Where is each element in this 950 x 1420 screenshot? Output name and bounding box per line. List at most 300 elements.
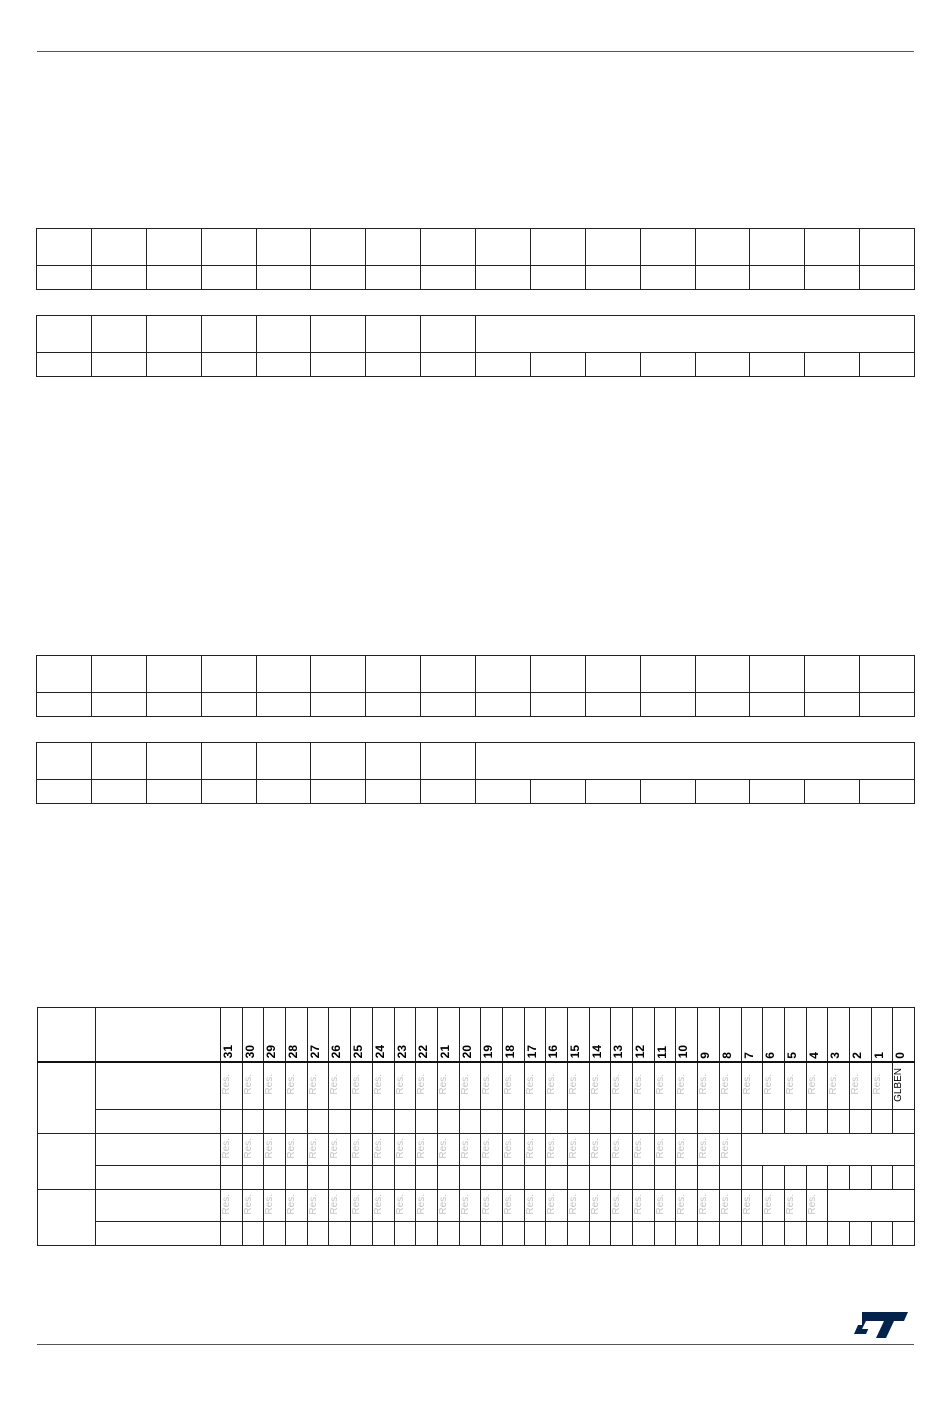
reset-bit-cell (698, 1110, 720, 1134)
access-row (37, 266, 915, 290)
reset-value-row (38, 1222, 915, 1246)
reserved-label: Res. (307, 1194, 319, 1215)
reserved-bit-cell (871, 1062, 893, 1110)
reserved-bit-cell (633, 1190, 655, 1222)
reset-bit-cell (698, 1222, 720, 1246)
reserved-bit-cell (329, 1062, 351, 1110)
reserved-bit-cell (307, 1062, 329, 1110)
reset-bit-cell (372, 1110, 394, 1134)
reset-bit-cell (589, 1110, 611, 1134)
reset-bit-cell (546, 1222, 568, 1246)
reserved-bit-cell (611, 1062, 633, 1110)
reserved-label: Res. (481, 1194, 493, 1215)
reserved-bit-cell (849, 1062, 871, 1110)
reset-bit-cell (763, 1166, 785, 1190)
reserved-bit-cell (242, 1062, 264, 1110)
reserved-label: Res. (719, 1194, 731, 1215)
reserved-bit-cell (372, 1190, 394, 1222)
bit-number-cell (741, 1008, 763, 1062)
register-table-2-lower (36, 742, 915, 804)
reset-bit-cell (264, 1222, 286, 1246)
field-row (37, 656, 915, 693)
field-row (37, 743, 915, 780)
reserved-label: Res. (242, 1074, 254, 1096)
reserved-bit-cell (329, 1190, 351, 1222)
bit-number-cell (611, 1008, 633, 1062)
field-row (37, 316, 915, 353)
offset-cell (38, 1190, 96, 1246)
register-field-row (38, 1062, 915, 1110)
reserved-bit-cell (741, 1190, 763, 1222)
reserved-bit-cell (524, 1062, 546, 1110)
reset-bit-cell (784, 1222, 806, 1246)
bit-number-cell (589, 1008, 611, 1062)
register-name-cell (96, 1134, 221, 1166)
bit-number: 12 (633, 1045, 648, 1059)
reserved-bit-cell (589, 1190, 611, 1222)
field-label: GLBEN (893, 1067, 905, 1102)
bit-number-cell (546, 1008, 568, 1062)
reserved-label: Res. (546, 1138, 558, 1159)
reset-bit-cell (784, 1166, 806, 1190)
reserved-bit-cell (784, 1062, 806, 1110)
reset-bit-cell (242, 1222, 264, 1246)
bit-number: 14 (589, 1045, 604, 1059)
reset-bit-cell (502, 1222, 524, 1246)
reserved-bit-cell (416, 1190, 438, 1222)
reset-bit-cell (524, 1166, 546, 1190)
reset-bit-cell (741, 1110, 763, 1134)
reserved-label: Res. (763, 1194, 775, 1215)
reset-bit-cell (611, 1110, 633, 1134)
bit-number: 2 (849, 1051, 864, 1059)
bit-number-cell (849, 1008, 871, 1062)
reserved-bit-cell (351, 1062, 373, 1110)
reserved-bit-cell (502, 1134, 524, 1166)
reserved-label: Res. (589, 1194, 601, 1215)
reserved-bit-cell (286, 1134, 308, 1166)
reserved-bit-cell (307, 1134, 329, 1166)
reserved-bit-cell (676, 1134, 698, 1166)
reserved-bit-cell (784, 1190, 806, 1222)
reserved-bit-cell (481, 1190, 503, 1222)
reset-bit-cell (264, 1166, 286, 1190)
reset-bit-cell (459, 1222, 481, 1246)
reserved-bit-cell (264, 1062, 286, 1110)
reset-bit-cell (633, 1166, 655, 1190)
header-rule (37, 51, 914, 52)
reset-bit-cell (502, 1110, 524, 1134)
reserved-bit-cell (437, 1134, 459, 1166)
bit-number-cell (437, 1008, 459, 1062)
reserved-bit-cell (546, 1190, 568, 1222)
reserved-bit-cell (264, 1134, 286, 1166)
reserved-label: Res. (698, 1074, 710, 1096)
reserved-bit-cell (763, 1062, 785, 1110)
bit-number: 0 (893, 1051, 908, 1059)
reserved-label: Res. (286, 1074, 298, 1096)
reset-bit-cell (286, 1222, 308, 1246)
reserved-label: Res. (849, 1074, 861, 1096)
reset-bit-cell (437, 1222, 459, 1246)
reserved-label: Res. (459, 1138, 471, 1159)
bit-number-cell (351, 1008, 373, 1062)
reserved-bit-cell (437, 1062, 459, 1110)
field-span-cell (828, 1190, 915, 1222)
reserved-bit-cell (481, 1062, 503, 1110)
bit-number-cell (264, 1008, 286, 1062)
reserved-bit-cell (351, 1190, 373, 1222)
bit-number-cell (893, 1008, 915, 1062)
reserved-label: Res. (221, 1138, 232, 1159)
reset-bit-cell (763, 1110, 785, 1134)
reserved-bit-cell (654, 1134, 676, 1166)
reserved-bit-cell (546, 1062, 568, 1110)
reserved-label: Res. (394, 1074, 406, 1096)
reserved-bit-cell (698, 1062, 720, 1110)
reserved-label: Res. (698, 1138, 710, 1159)
reserved-label: Res. (307, 1138, 319, 1159)
reserved-label: Res. (329, 1138, 341, 1159)
reserved-bit-cell (242, 1190, 264, 1222)
reserved-bit-cell (351, 1134, 373, 1166)
reserved-label: Res. (286, 1138, 298, 1159)
reserved-label: Res. (719, 1074, 731, 1096)
bit-number-cell (676, 1008, 698, 1062)
reserved-bit-cell (568, 1190, 590, 1222)
reserved-bit-cell (502, 1062, 524, 1110)
reset-bit-cell (611, 1166, 633, 1190)
reset-bit-cell (481, 1166, 503, 1190)
reset-bit-cell (286, 1166, 308, 1190)
reserved-bit-cell (437, 1190, 459, 1222)
bit-number: 20 (459, 1045, 474, 1059)
reserved-label: Res. (524, 1074, 536, 1096)
reserved-bit-cell (329, 1134, 351, 1166)
bit-number: 13 (611, 1045, 626, 1059)
reserved-label: Res. (806, 1194, 818, 1215)
reset-bit-cell (893, 1110, 915, 1134)
bit-number-cell (502, 1008, 524, 1062)
reset-bit-cell (437, 1166, 459, 1190)
reset-bit-cell (849, 1110, 871, 1134)
bit-number: 16 (546, 1045, 561, 1059)
access-row (37, 353, 915, 377)
bit-number: 28 (286, 1045, 301, 1059)
reserved-label: Res. (394, 1138, 406, 1159)
reserved-label: Res. (264, 1074, 276, 1096)
offset-header-cell (38, 1008, 96, 1062)
bit-number: 7 (741, 1051, 756, 1059)
reset-bit-cell (849, 1166, 871, 1190)
reserved-bit-cell (459, 1062, 481, 1110)
footer-rule (37, 1344, 914, 1345)
bit-number: 30 (242, 1045, 257, 1059)
reset-bit-cell (828, 1166, 850, 1190)
register-name-cell (96, 1190, 221, 1222)
reset-bit-cell (546, 1110, 568, 1134)
reset-bit-cell (654, 1166, 676, 1190)
reset-bit-cell (893, 1166, 915, 1190)
reserved-label: Res. (719, 1138, 731, 1159)
reserved-bit-cell (372, 1062, 394, 1110)
reset-bit-cell (784, 1110, 806, 1134)
reset-bit-cell (719, 1222, 741, 1246)
bit-number: 31 (221, 1045, 235, 1059)
bit-number: 10 (676, 1045, 691, 1059)
reserved-label: Res. (568, 1194, 579, 1215)
bit-number: 4 (806, 1051, 821, 1059)
reset-bit-cell (676, 1110, 698, 1134)
reserved-bit-cell (264, 1190, 286, 1222)
register-table-2-upper (36, 655, 915, 717)
reset-bit-cell (351, 1166, 373, 1190)
reset-bit-cell (568, 1110, 590, 1134)
register-table-1-lower (36, 315, 915, 377)
reserved-bit-cell (806, 1190, 828, 1222)
reserved-bit-cell (698, 1134, 720, 1166)
reserved-bit-cell (524, 1134, 546, 1166)
reserved-bit-cell (611, 1190, 633, 1222)
reset-value-row (38, 1110, 915, 1134)
reserved-label: Res. (654, 1074, 666, 1096)
reset-bit-cell (806, 1166, 828, 1190)
bit-number-cell (524, 1008, 546, 1062)
reserved-label: Res. (741, 1074, 753, 1096)
bit-number-cell (568, 1008, 590, 1062)
reset-bit-cell (546, 1166, 568, 1190)
bit-number: 15 (568, 1045, 582, 1059)
bit-number-cell (719, 1008, 741, 1062)
reserved-bit-cell (828, 1062, 850, 1110)
reserved-label: Res. (828, 1074, 840, 1096)
reset-bit-cell (589, 1166, 611, 1190)
bit-number: 11 (654, 1045, 669, 1059)
reset-bit-cell (221, 1110, 243, 1134)
bit-number: 21 (437, 1045, 452, 1059)
reserved-label: Res. (437, 1194, 449, 1215)
reserved-label: Res. (437, 1074, 449, 1096)
reset-bit-cell (351, 1222, 373, 1246)
reset-bit-cell (741, 1222, 763, 1246)
reset-bit-cell (437, 1110, 459, 1134)
reserved-label: Res. (351, 1138, 363, 1159)
reserved-bit-cell (633, 1134, 655, 1166)
reserved-bit-cell (589, 1134, 611, 1166)
reset-bit-cell (502, 1166, 524, 1190)
reserved-bit-cell (546, 1134, 568, 1166)
reserved-label: Res. (763, 1074, 775, 1096)
reserved-label: Res. (502, 1194, 514, 1215)
reserved-label: Res. (481, 1138, 493, 1159)
reset-bit-cell (806, 1222, 828, 1246)
bit-number: 8 (719, 1051, 734, 1059)
reserved-label: Res. (741, 1194, 753, 1215)
reserved-label: Res. (676, 1074, 688, 1096)
reserved-label: Res. (264, 1194, 276, 1215)
reset-bit-cell (242, 1166, 264, 1190)
reserved-label: Res. (286, 1194, 298, 1215)
reset-bit-cell (589, 1222, 611, 1246)
bit-number-cell (763, 1008, 785, 1062)
reset-bit-cell (698, 1166, 720, 1190)
bit-number: 5 (784, 1051, 799, 1059)
reset-bit-cell (654, 1110, 676, 1134)
reset-bit-cell (676, 1222, 698, 1246)
reset-bit-cell (264, 1110, 286, 1134)
reserved-bit-cell (719, 1134, 741, 1166)
reset-bit-cell (871, 1166, 893, 1190)
reset-bit-cell (416, 1222, 438, 1246)
bit-number: 1 (871, 1051, 886, 1059)
reserved-bit-cell (741, 1062, 763, 1110)
offset-cell (38, 1062, 96, 1134)
reset-bit-cell (307, 1222, 329, 1246)
reserved-bit-cell (307, 1190, 329, 1222)
reset-bit-cell (611, 1222, 633, 1246)
reserved-bit-cell (286, 1062, 308, 1110)
st-logo (852, 1310, 910, 1340)
reset-bit-cell (568, 1166, 590, 1190)
field-span-cell (741, 1134, 915, 1166)
reserved-bit-cell (568, 1062, 590, 1110)
bit-number-cell (698, 1008, 720, 1062)
reserved-label: Res. (524, 1194, 536, 1215)
bit-number: 3 (828, 1051, 843, 1059)
reset-bit-cell (459, 1110, 481, 1134)
register-field-row (38, 1190, 915, 1222)
reserved-bit-cell (221, 1134, 243, 1166)
reset-bit-cell (394, 1110, 416, 1134)
reserved-label: Res. (329, 1194, 341, 1215)
reserved-label: Res. (698, 1194, 710, 1215)
bit-number: 29 (264, 1045, 279, 1059)
reserved-bit-cell (459, 1134, 481, 1166)
bit-number: 22 (416, 1045, 431, 1059)
reset-bit-cell (654, 1222, 676, 1246)
reset-bit-cell (221, 1222, 243, 1246)
st-logo-shape (854, 1312, 908, 1338)
reset-label-cell (96, 1110, 221, 1134)
reserved-label: Res. (611, 1074, 623, 1096)
reserved-bit-cell (524, 1190, 546, 1222)
reset-bit-cell (871, 1110, 893, 1134)
bit-number: 23 (394, 1045, 409, 1059)
reset-bit-cell (849, 1222, 871, 1246)
reserved-bit-cell (763, 1190, 785, 1222)
reserved-label: Res. (394, 1194, 406, 1215)
reserved-label: Res. (372, 1074, 384, 1096)
reserved-bit-cell (654, 1062, 676, 1110)
bit-number-cell (784, 1008, 806, 1062)
reserved-label: Res. (264, 1138, 276, 1159)
reserved-bit-cell (589, 1062, 611, 1110)
reserved-label: Res. (221, 1074, 232, 1096)
reserved-label: Res. (871, 1074, 883, 1096)
reserved-label: Res. (633, 1194, 645, 1215)
register-field-row (38, 1134, 915, 1166)
reserved-bit-cell (416, 1134, 438, 1166)
reset-bit-cell (372, 1166, 394, 1190)
reset-bit-cell (416, 1166, 438, 1190)
reserved-bit-cell (568, 1134, 590, 1166)
reset-bit-cell (871, 1222, 893, 1246)
bit-number-cell (459, 1008, 481, 1062)
bit-number: 25 (351, 1045, 366, 1059)
reserved-label: Res. (459, 1194, 471, 1215)
reserved-label: Res. (589, 1138, 601, 1159)
reserved-bit-cell (806, 1062, 828, 1110)
reset-bit-cell (719, 1166, 741, 1190)
reset-bit-cell (394, 1222, 416, 1246)
bit-number-header-row (38, 1008, 915, 1062)
reserved-bit-cell (394, 1190, 416, 1222)
reset-bit-cell (741, 1166, 763, 1190)
reserved-label: Res. (416, 1074, 428, 1096)
reset-bit-cell (763, 1222, 785, 1246)
reset-bit-cell (242, 1110, 264, 1134)
bit-number-cell (416, 1008, 438, 1062)
reset-bit-cell (372, 1222, 394, 1246)
reset-bit-cell (329, 1110, 351, 1134)
reset-bit-cell (568, 1222, 590, 1246)
reserved-bit-cell (394, 1062, 416, 1110)
bit-number: 24 (372, 1045, 387, 1059)
reserved-label: Res. (676, 1194, 688, 1215)
reset-bit-cell (329, 1166, 351, 1190)
reserved-bit-cell (502, 1190, 524, 1222)
reset-bit-cell (481, 1110, 503, 1134)
reserved-bit-cell (242, 1134, 264, 1166)
reserved-bit-cell (719, 1062, 741, 1110)
bit-number-cell (286, 1008, 308, 1062)
reserved-label: Res. (459, 1074, 471, 1096)
reserved-label: Res. (654, 1194, 666, 1215)
reserved-label: Res. (654, 1138, 666, 1159)
reserved-label: Res. (481, 1074, 493, 1096)
reset-bit-cell (633, 1110, 655, 1134)
bit-number-cell (329, 1008, 351, 1062)
reserved-bit-cell (654, 1190, 676, 1222)
bit-number-cell (654, 1008, 676, 1062)
reserved-bit-cell (286, 1190, 308, 1222)
access-row (37, 780, 915, 804)
bit-number-cell (307, 1008, 329, 1062)
reset-bit-cell (676, 1166, 698, 1190)
reserved-label: Res. (806, 1074, 818, 1096)
reserved-label: Res. (372, 1138, 384, 1159)
reset-bit-cell (307, 1110, 329, 1134)
reserved-label: Res. (568, 1138, 579, 1159)
field-cell-glben (893, 1062, 915, 1110)
reserved-label: Res. (568, 1074, 579, 1096)
bit-number-cell (828, 1008, 850, 1062)
bit-number: 18 (502, 1045, 517, 1059)
reset-bit-cell (481, 1222, 503, 1246)
reset-bit-cell (459, 1166, 481, 1190)
reserved-label: Res. (784, 1074, 796, 1096)
reserved-label: Res. (784, 1194, 796, 1215)
offset-cell (38, 1134, 96, 1190)
bit-number: 27 (307, 1045, 322, 1059)
reset-bit-cell (524, 1110, 546, 1134)
reset-label-cell (96, 1222, 221, 1246)
field-row (37, 229, 915, 266)
bit-number: 19 (481, 1045, 496, 1059)
reserved-label: Res. (524, 1138, 536, 1159)
reserved-bit-cell (221, 1190, 243, 1222)
bit-number-cell (871, 1008, 893, 1062)
